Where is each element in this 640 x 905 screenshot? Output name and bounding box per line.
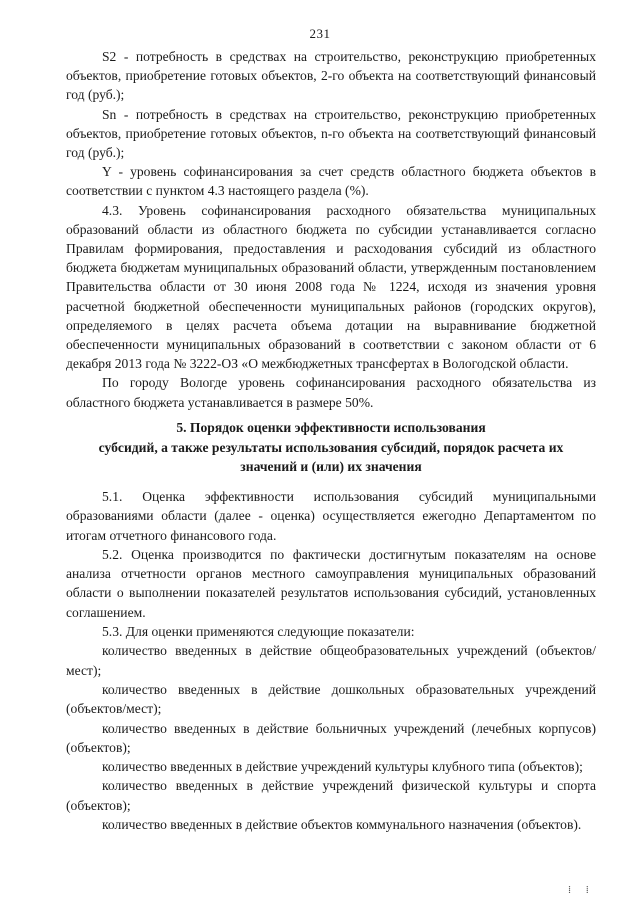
body-text-top bbox=[66, 47, 596, 412]
paragraph-5-2: 5.2. Оценка производится по фактически достигнутым показателям на основе анализа отчетности органов местного самоуправления муниципальных образований области о выполнении показателей результатов использования субсидий, установленных соглашением. bbox=[66, 546, 596, 620]
indicator-general-education: количество введенных в действие общеобразовательных учреждений (объектов/мест); bbox=[66, 643, 596, 678]
indicator-culture: количество введенных в действие учреждений культуры клубного типа (объектов); bbox=[102, 759, 583, 775]
indicator-preschool: количество введенных в действие дошкольных образовательных учреждений (объектов/мест); bbox=[66, 681, 596, 717]
paragraph-s2: S2 - потребность в средствах на строительство, реконструкцию приобретенных объектов, приобретение готовых объектов, 2-го объекта на соответствующий финансовый год (руб.); bbox=[66, 49, 596, 103]
paragraph-5-3: 5.3. Для оценки применяются следующие показатели: bbox=[102, 624, 415, 640]
section-heading-line-3: значений и (или) их значения bbox=[240, 459, 422, 474]
paragraph-5-1: 5.1. Оценка эффективности использования субсидий муниципальными образованиями области (далее - оценка) осуществляется ежегодно Департаментом по итогам отчетного финансового года. bbox=[66, 489, 596, 543]
section-heading-line-1: 5. Порядок оценки эффективности использования bbox=[176, 420, 486, 435]
indicator-communal: количество введенных в действие объектов коммунального назначения (объектов). bbox=[102, 817, 582, 833]
paragraph-y: Y - уровень софинансирования за счет средств областного бюджета объектов в соответствии с пунктом 4.3 настоящего раздела (%). bbox=[66, 164, 596, 199]
section-heading-line-2: субсидий, а также результаты использования субсидий, порядок расчета их bbox=[98, 439, 564, 455]
paragraph-vologda: По городу Вологде уровень софинансирования расходного обязательства из областного бюджета устанавливается в размере 50%. bbox=[66, 375, 596, 410]
paragraph-sn: Sn - потребность в средствах на строительство, реконструкцию приобретенных объектов, приобретение готовых объектов, n-го объекта на соответствующий финансовый год (руб.); bbox=[66, 106, 596, 161]
indicator-hospital: количество введенных в действие больничных учреждений (лечебных корпусов) (объектов); bbox=[66, 720, 596, 755]
paragraph-4-3: 4.3. Уровень софинансирования расходного обязательства муниципальных образований области из областного бюджета по субсидии устанавливается согласно Правилам формирования, предоставления и расходования субсидий из областного бюджета бюджетам муниципальных образований области, утвержденным постановлением Правительства области от 30 июня 2008 года № 1224, исходя из значения уровня расчетной бюджетной обеспеченности муниципальных районов (городских округов), определяемого в целях расчета объема дотации на выравнивание бюджетной обеспеченности муниципальных образований в соответствии с законом области от 6 декабря 2013 года № 3222-ОЗ «О межбюджетных трансфертах в Вологодской области. bbox=[66, 202, 596, 372]
indicator-sport: количество введенных в действие учреждений физической культуры и спорта (объектов); bbox=[66, 778, 596, 813]
section-heading bbox=[66, 418, 596, 477]
body-text-bottom bbox=[66, 487, 596, 834]
page-number: 231 bbox=[309, 26, 331, 41]
scan-marks: ⁞ ⁞ bbox=[568, 884, 595, 896]
